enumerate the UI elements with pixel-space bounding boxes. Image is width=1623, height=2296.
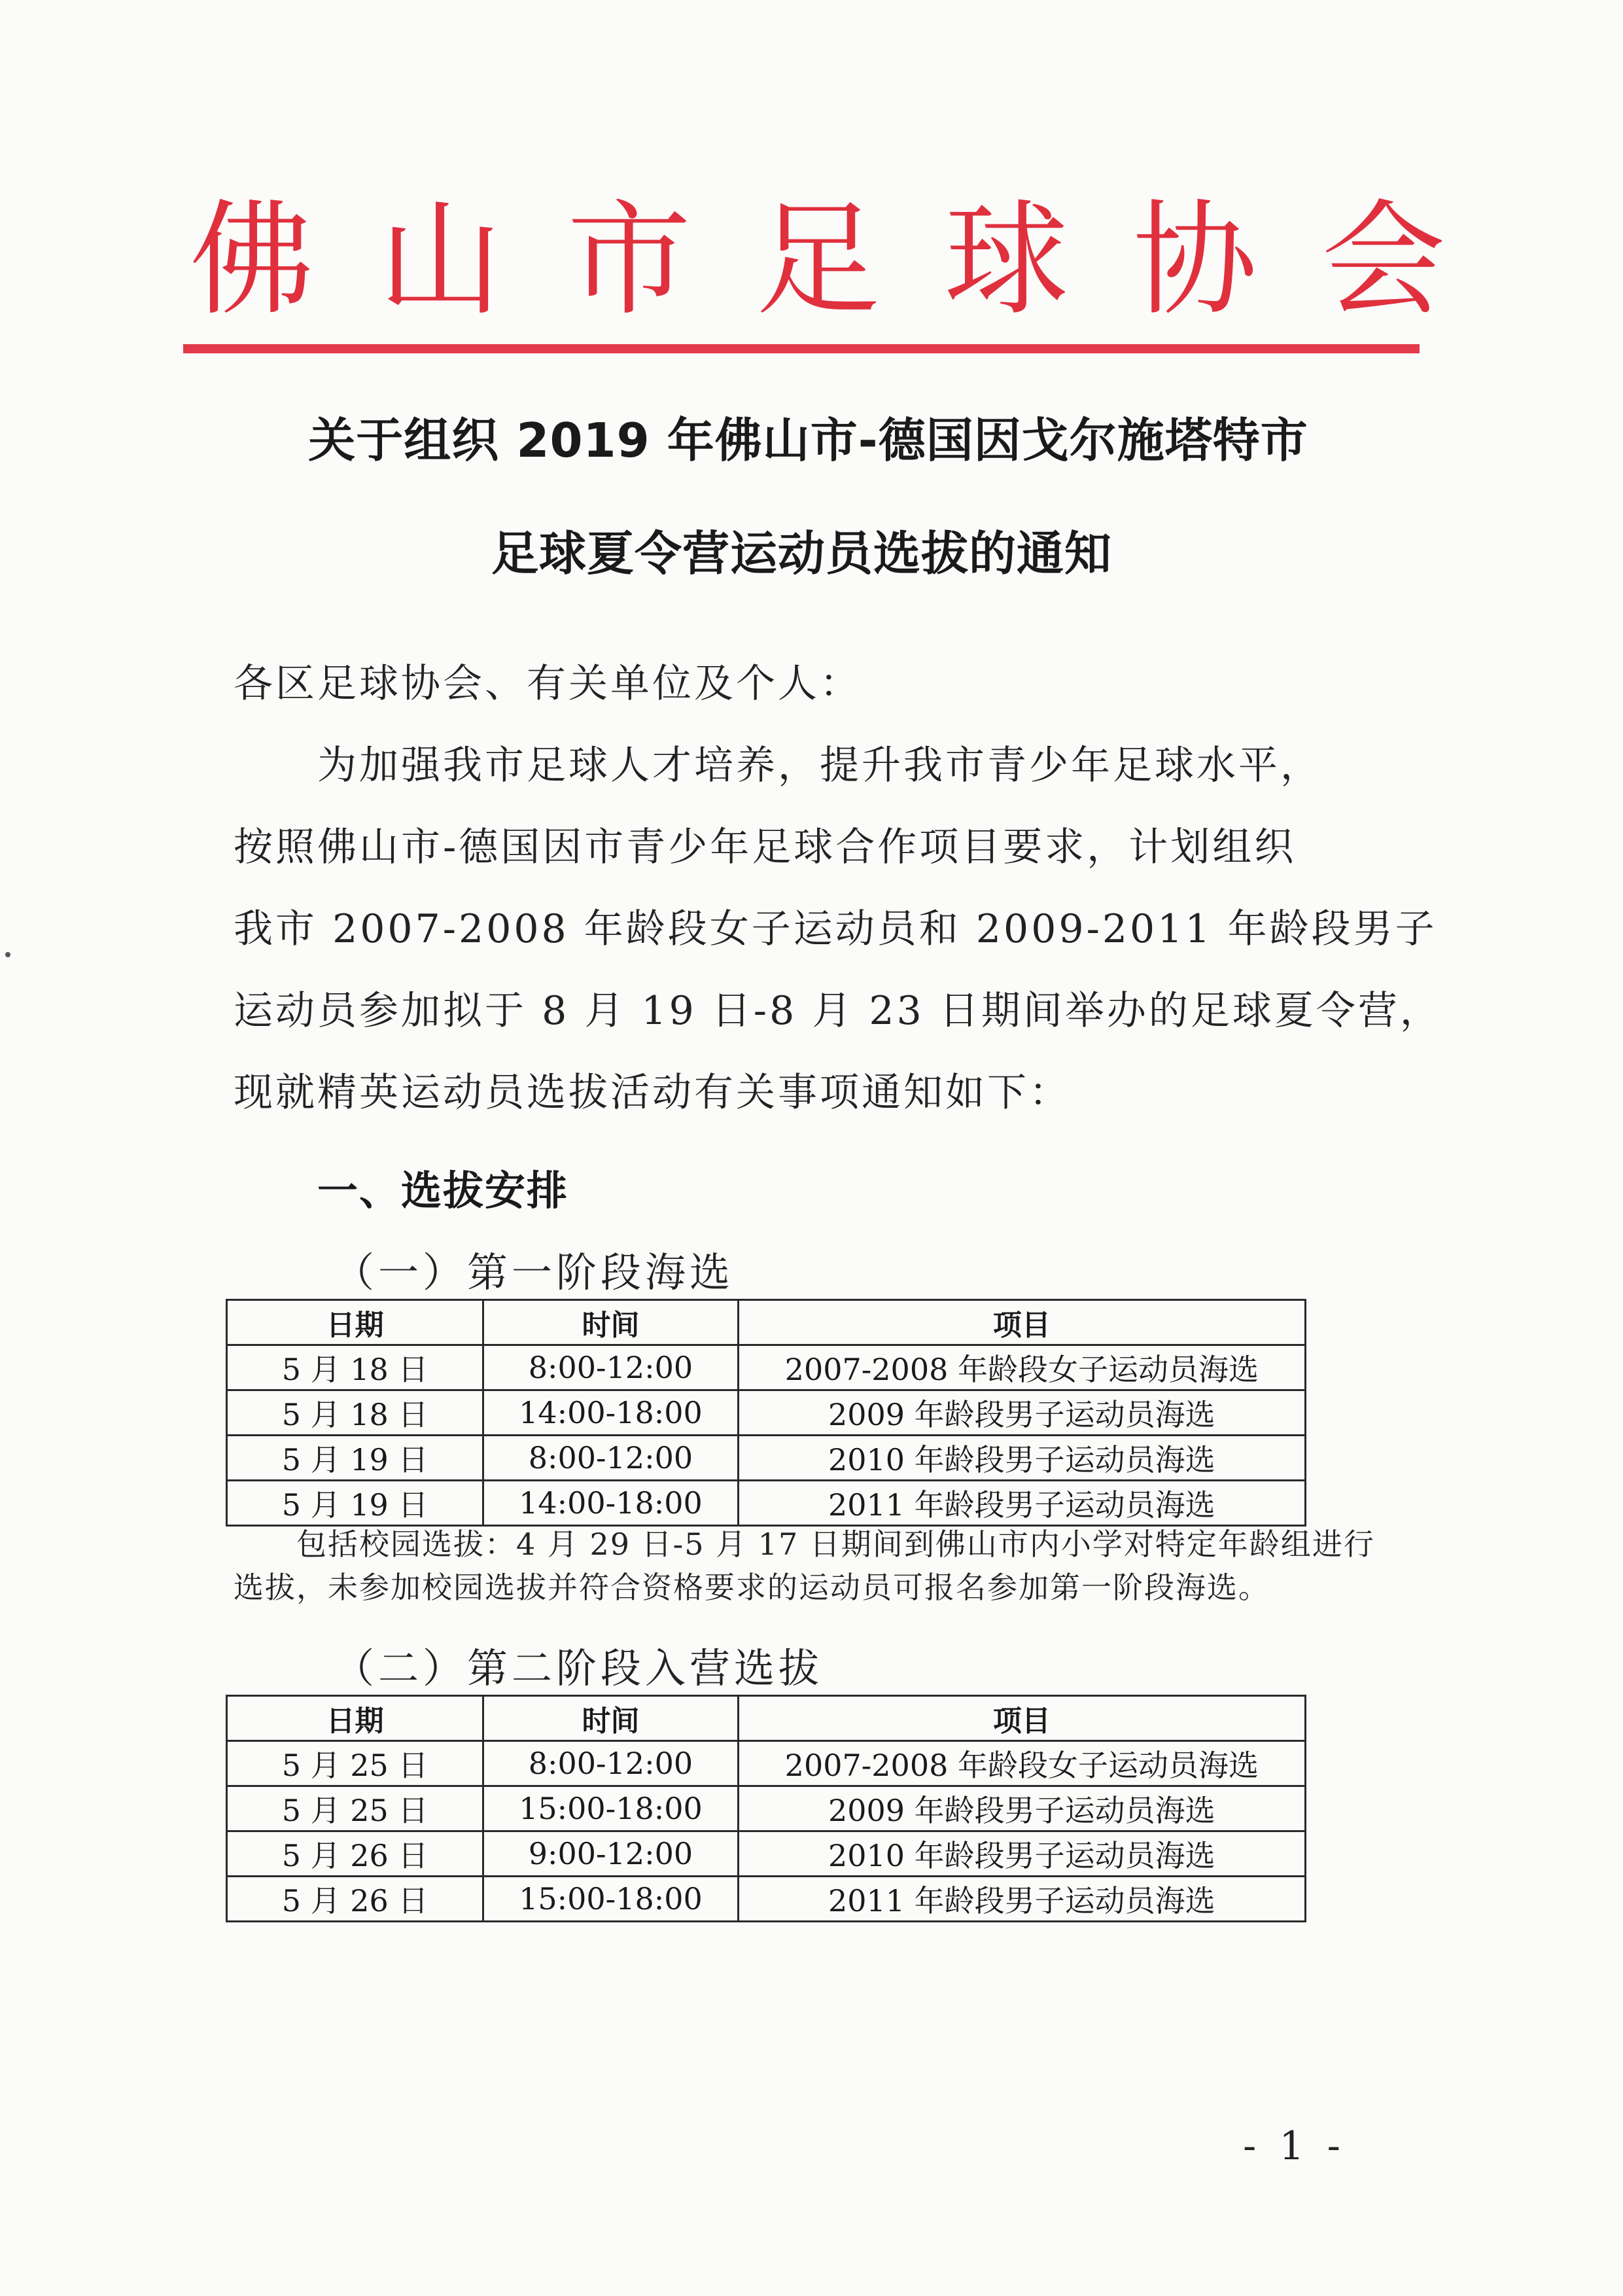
cell-item: 2009 年龄段男子运动员海选 [738,1786,1305,1831]
paragraph-line: 运动员参加拟于 8 月 19 日-8 月 23 日期间举办的足球夏令营， [234,988,1442,1034]
column-header-item: 项目 [738,1696,1305,1741]
stage2-heading: （二）第二阶段入营选拔 [334,1644,824,1692]
letterhead-char: 球 [944,188,1069,332]
letterhead-char: 协 [1132,188,1257,332]
table-header-row [227,1300,1306,1345]
column-header-date: 日期 [227,1300,483,1345]
organization-letterhead [190,175,1446,345]
cell-time: 15:00-18:00 [483,1786,738,1831]
salutation: 各区足球协会、有关单位及个人： [234,661,862,707]
cell-item: 2011 年龄段男子运动员海选 [738,1877,1305,1922]
table-row [227,1481,1306,1526]
stage1-schedule-table [226,1299,1306,1527]
table-row [227,1390,1306,1436]
cell-time: 14:00-18:00 [483,1390,738,1436]
cell-date: 5 月 26 日 [227,1877,483,1922]
letterhead-char: 市 [567,188,691,332]
table-row [227,1831,1306,1877]
cell-item: 2011 年龄段男子运动员海选 [738,1481,1305,1526]
cell-item: 2007-2008 年龄段女子运动员海选 [738,1741,1305,1786]
cell-date: 5 月 25 日 [227,1786,483,1831]
stage1-note-line: 选拔，未参加校园选拔并符合资格要求的运动员可报名参加第一阶段海选。 [234,1570,1270,1605]
scan-speck [5,952,10,957]
stage1-note-line: 包括校园选拔：4 月 29 日-5 月 17 日期间到佛山市内小学对特定年龄组进行 [234,1527,1375,1562]
letterhead-char: 佛 [190,188,315,332]
table-row [227,1786,1306,1831]
paragraph-line: 我市 2007-2008 年龄段女子运动员和 2009-2011 年龄段男子 [234,906,1437,952]
letterhead-char: 山 [378,188,503,332]
letterhead-char: 足 [755,188,880,332]
table-header-row [227,1696,1306,1741]
paragraph-line: 现就精英运动员选拔活动有关事项通知如下： [234,1070,1071,1116]
cell-time: 8:00-12:00 [483,1741,738,1786]
letterhead-char: 会 [1321,188,1446,332]
table-row [227,1741,1306,1786]
stage2-schedule-table [226,1695,1306,1922]
column-header-item: 项目 [738,1300,1305,1345]
notice-title-line-2: 足球夏令营运动员选拔的通知 [491,526,1112,581]
section-heading-selection-arrangement: 一、选拔安排 [317,1167,569,1214]
paragraph-line: 为加强我市足球人才培养，提升我市青少年足球水平， [234,743,1322,788]
cell-date: 5 月 26 日 [227,1831,483,1877]
cell-item: 2009 年龄段男子运动员海选 [738,1390,1305,1436]
stage1-heading: （一）第一阶段海选 [334,1248,735,1296]
column-header-time: 时间 [483,1300,738,1345]
paragraph-line: 按照佛山市-德国因市青少年足球合作项目要求，计划组织 [234,824,1297,870]
cell-date: 5 月 18 日 [227,1345,483,1390]
notice-title-line-1: 关于组织 2019 年佛山市-德国因戈尔施塔特市 [308,413,1308,468]
cell-time: 8:00-12:00 [483,1436,738,1481]
cell-item: 2010 年龄段男子运动员海选 [738,1831,1305,1877]
cell-item: 2007-2008 年龄段女子运动员海选 [738,1345,1305,1390]
cell-time: 15:00-18:00 [483,1877,738,1922]
cell-time: 8:00-12:00 [483,1345,738,1390]
cell-time: 14:00-18:00 [483,1481,738,1526]
cell-time: 9:00-12:00 [483,1831,738,1877]
cell-date: 5 月 19 日 [227,1481,483,1526]
table-row [227,1436,1306,1481]
page-number: - 1 - [1243,2123,1346,2169]
cell-date: 5 月 19 日 [227,1436,483,1481]
column-header-time: 时间 [483,1696,738,1741]
cell-date: 5 月 25 日 [227,1741,483,1786]
letterhead-red-rule [183,344,1420,353]
table-row [227,1877,1306,1922]
table-row [227,1345,1306,1390]
cell-item: 2010 年龄段男子运动员海选 [738,1436,1305,1481]
cell-date: 5 月 18 日 [227,1390,483,1436]
column-header-date: 日期 [227,1696,483,1741]
